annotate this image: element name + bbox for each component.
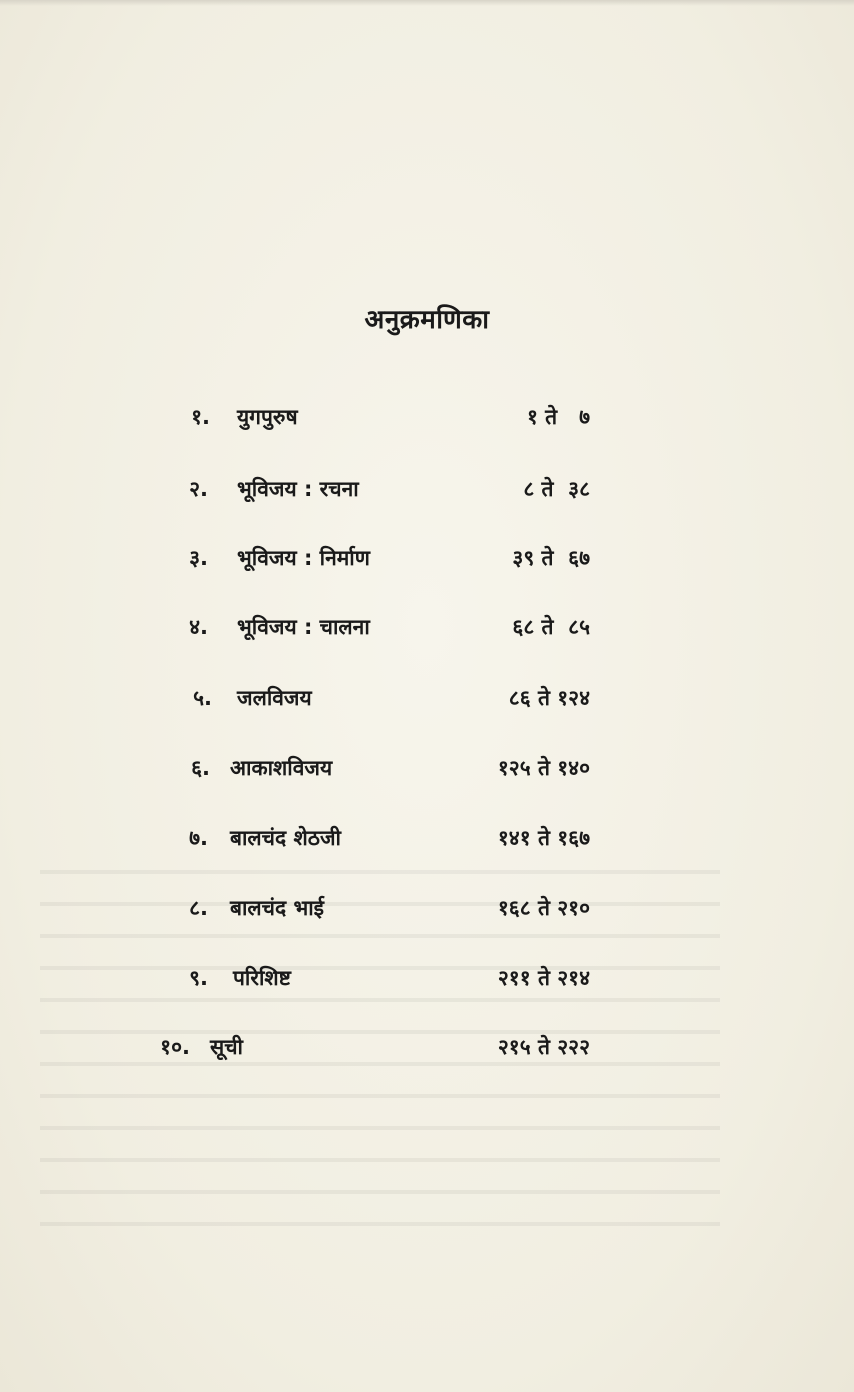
toc-row [0, 754, 854, 794]
toc-page-range: १२५ ते १४० [497, 756, 590, 780]
toc-row [0, 894, 854, 934]
toc-page-range: ६८ ते ८५ [512, 615, 590, 639]
toc-number: ६. [191, 756, 210, 780]
toc-title: भूविजय : चालना [237, 615, 370, 639]
toc-title: सूची [210, 1035, 243, 1059]
toc-title: जलविजय [237, 686, 312, 710]
toc-number: ७. [189, 826, 208, 850]
toc-number: ९. [189, 966, 208, 990]
toc-row [0, 964, 854, 1004]
toc-title: आकाशविजय [230, 756, 333, 780]
toc-row [0, 1033, 854, 1073]
toc-page-range: ८६ ते १२४ [508, 686, 590, 710]
toc-row [0, 403, 854, 443]
toc-page-range: १६८ ते २१० [497, 896, 590, 920]
toc-row [0, 824, 854, 864]
toc-row [0, 613, 854, 653]
toc-page-range: १ ते ७ [526, 405, 590, 429]
toc-page-range: ८ ते ३८ [523, 477, 590, 501]
page-edge-shadow [0, 0, 854, 6]
toc-page-range: १४१ ते १६७ [497, 826, 590, 850]
toc-row [0, 475, 854, 515]
toc-number: १०. [160, 1035, 190, 1059]
toc-number: १. [191, 405, 210, 429]
toc-number: ८. [189, 896, 208, 920]
toc-title: भूविजय : रचना [237, 477, 359, 501]
toc-title: युगपुरुष [237, 405, 298, 429]
toc-number: ३. [189, 546, 208, 570]
toc-row [0, 544, 854, 584]
toc-number: ४. [189, 615, 208, 639]
toc-title: परिशिष्ट [233, 966, 291, 990]
toc-row [0, 684, 854, 724]
toc-title: भूविजय : निर्माण [237, 546, 370, 570]
toc-number: ५. [193, 686, 212, 710]
page-title: अनुक्रमणिका [364, 305, 490, 335]
toc-page-range: २११ ते २१४ [497, 966, 590, 990]
toc-title: बालचंद भाई [230, 896, 324, 920]
toc-title: बालचंद शेठजी [230, 826, 341, 850]
toc-page-range: ३९ ते ६७ [512, 546, 590, 570]
toc-page-range: २१५ ते २२२ [497, 1035, 590, 1059]
toc-number: २. [189, 477, 208, 501]
